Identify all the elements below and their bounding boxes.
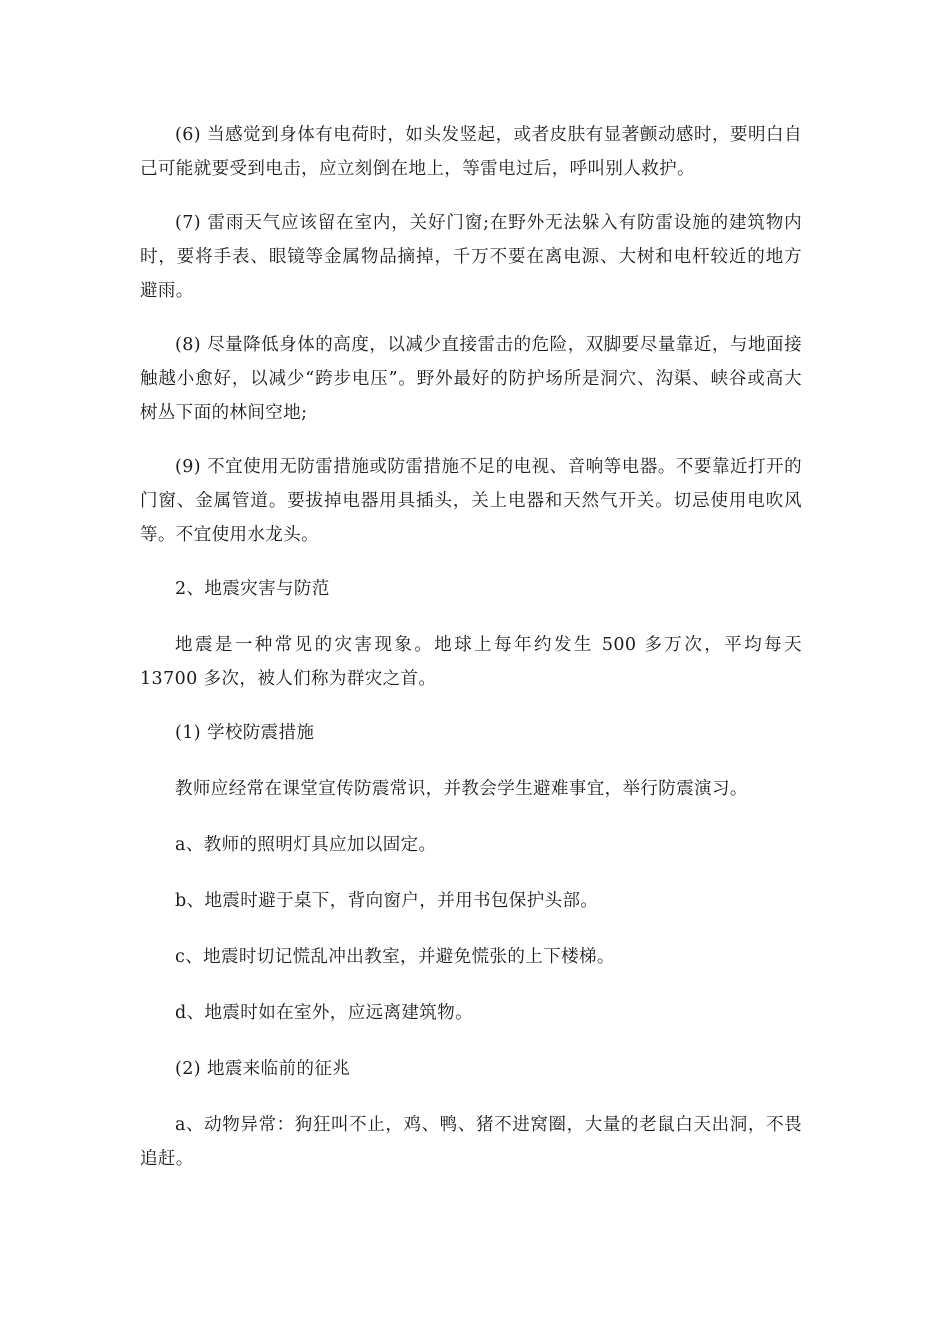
- paragraph-teacher-duties: 教师应经常在课堂宣传防震常识，并教会学生避难事宜，举行防震演习。: [175, 779, 748, 799]
- subheading-school-measures: (1) 学校防震措施: [175, 723, 315, 743]
- list-item-a-animal-anomaly: a、动物异常：狗狂叫不止，鸡、鸭、猪不进窝圈，大量的老鼠白天出洞，不畏追赶。: [140, 1115, 802, 1169]
- list-item-a-lighting: a、教师的照明灯具应加以固定。: [175, 835, 437, 855]
- paragraph-7-stay-indoors: (7) 雷雨天气应该留在室内，关好门窗;在野外无法躲入有防雷设施的建筑物内时，要将手表、眼镜等金属物品摘掉，千万不要在离电源、大树和电杆较近的地方避雨。: [140, 213, 802, 301]
- paragraph-8-lower-body: (8) 尽量降低身体的高度，以减少直接雷击的危险，双脚要尽量靠近，与地面接触越小愈好，以减少“跨步电压”。野外最好的防护场所是洞穴、沟渠、峡谷或高大树丛下面的林间空地;: [140, 335, 802, 423]
- list-item-d-outdoors: d、地震时如在室外，应远离建筑物。: [175, 1003, 474, 1023]
- section-heading-earthquake: 2、地震灾害与防范: [175, 579, 330, 599]
- paragraph-earthquake-intro: 地震是一种常见的灾害现象。地球上每年约发生 500 多万次，平均每天 13700 多次，被人们称为群灾之首。: [140, 635, 802, 689]
- list-item-b-under-desk: b、地震时避于桌下，背向窗户，并用书包保护头部。: [175, 891, 599, 911]
- document-page: [140, 118, 802, 1196]
- list-item-c-no-panic: c、地震时切记慌乱冲出教室，并避免慌张的上下楼梯。: [175, 947, 615, 967]
- paragraph-6-electric-charge: (6) 当感觉到身体有电荷时，如头发竖起，或者皮肤有显著颤动感时，要明白自己可能就要受到电击，应立刻倒在地上，等雷电过后，呼叫别人救护。: [140, 125, 802, 179]
- paragraph-9-appliances: (9) 不宜使用无防雷措施或防雷措施不足的电视、音响等电器。不要靠近打开的门窗、金属管道。要拔掉电器用具插头，关上电器和天然气开关。切忌使用电吹风等。不宜使用水龙头。: [140, 457, 802, 545]
- subheading-earthquake-signs: (2) 地震来临前的征兆: [175, 1059, 351, 1079]
